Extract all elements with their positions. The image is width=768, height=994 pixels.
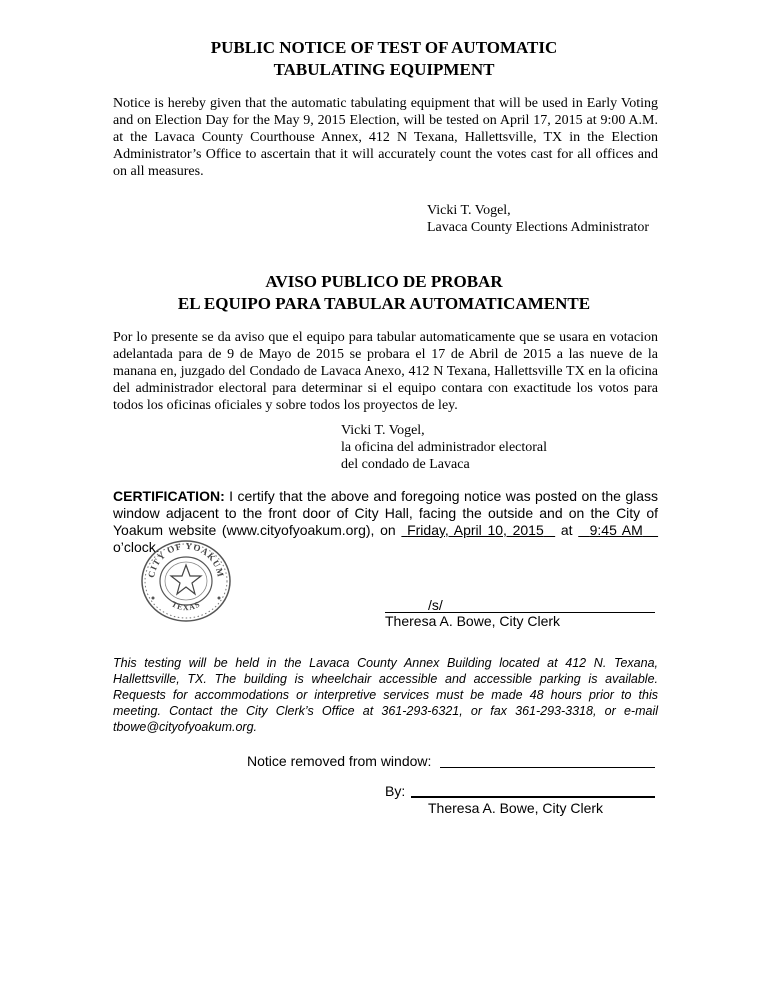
city-seal-image	[138, 538, 234, 624]
spanish-sig-line3: del condado de Lavaca	[341, 457, 470, 472]
certification-oclock: o’clock.	[113, 539, 160, 555]
spanish-sig-line2: la oficina del administrador electoral	[341, 440, 548, 455]
spanish-signature	[341, 422, 547, 473]
posted-date-value: Friday, April 10, 2015	[407, 522, 544, 538]
certification-text: I certify that the above and foregoing notice was posted on the glass window adjacent to the front door of City Hall, facing the outside and on the City of Yoakum website (www.cityofyoakum.org), on	[113, 488, 659, 538]
english-title-line1: PUBLIC NOTICE OF TEST OF AUTOMATIC	[210, 38, 558, 57]
clerk-signed: /s/	[428, 597, 443, 613]
spanish-title-line1: AVISO PUBLICO DE PROBAR	[265, 272, 503, 291]
english-body: Notice is hereby given that the automatic tabulating equipment that will be used in Early Voting and on Election Day for the May 9, 2015 Election, will be tested on April 17, 2015 at 9:00 A.M. at the Lavaca County Courthouse Annex, 412 N Texana, Hallettsville, TX in the Election Administrator’s Office to ascertain that it will accurately count the votes cast for all offices and on all measures.	[113, 96, 658, 179]
certification-at: at	[560, 522, 573, 538]
english-signature	[427, 202, 649, 236]
spanish-body: Por lo presente se da aviso que el equipo para tabular automaticamente que se usara en votacion adelantada para de 9 de Mayo de 2015 se probara el 17 de Abril de 2015 a las nueve de la manana en, juzgado del Condado de Lavaca Anexo, 412 N Texana, Hallettsville TX en la oficina del administrador electoral para determinar si el equipo contara con exactitude los votos para todos los oficinas oficiales y sobre todos los proyectos de ley.	[113, 330, 658, 413]
english-title	[80, 37, 688, 81]
posted-time	[578, 522, 658, 538]
posted-date	[401, 522, 555, 538]
posted-time-value: 9:45 AM	[589, 522, 643, 538]
spanish-sig-name: Vicki T. Vogel,	[341, 423, 425, 438]
seal-bottom-text: TEXAS	[170, 599, 202, 613]
removal-by-label: By:	[385, 783, 406, 799]
removal-by-line	[411, 796, 655, 798]
clerk-name: Theresa A. Bowe, City Clerk	[385, 613, 561, 629]
removal-date-line	[440, 767, 655, 768]
certification-label: CERTIFICATION:	[113, 488, 225, 504]
removal-by-name: Theresa A. Bowe, City Clerk	[428, 800, 604, 816]
seal-star-icon	[171, 565, 201, 594]
spanish-title-line2: EL EQUIPO PARA TABULAR AUTOMATICAMENTE	[177, 294, 591, 313]
seal-top-text: CITY OF YOAKUM	[146, 540, 226, 579]
english-title-line2: TABULATING EQUIPMENT	[273, 60, 495, 79]
removal-label: Notice removed from window:	[247, 753, 432, 769]
english-sig-name: Vicki T. Vogel,	[427, 203, 511, 218]
accessibility-note: This testing will be held in the Lavaca County Annex Building located at 412 N. Texana, Hallettsville, TX. The building is wheelchair accessible and accessible parking is available. Requests for accommodations or interpretive services must be made 48 hours prior to this meeting. Contact the City Clerk’s Office at 361-293-6321, or fax 361-293-3318, or e-mail tbowe@cityofyoakum.org.	[113, 656, 658, 734]
svg-text:TEXAS	[170, 599, 202, 612]
english-sig-title: Lavaca County Elections Administrator	[427, 220, 650, 235]
spanish-title	[80, 271, 688, 315]
